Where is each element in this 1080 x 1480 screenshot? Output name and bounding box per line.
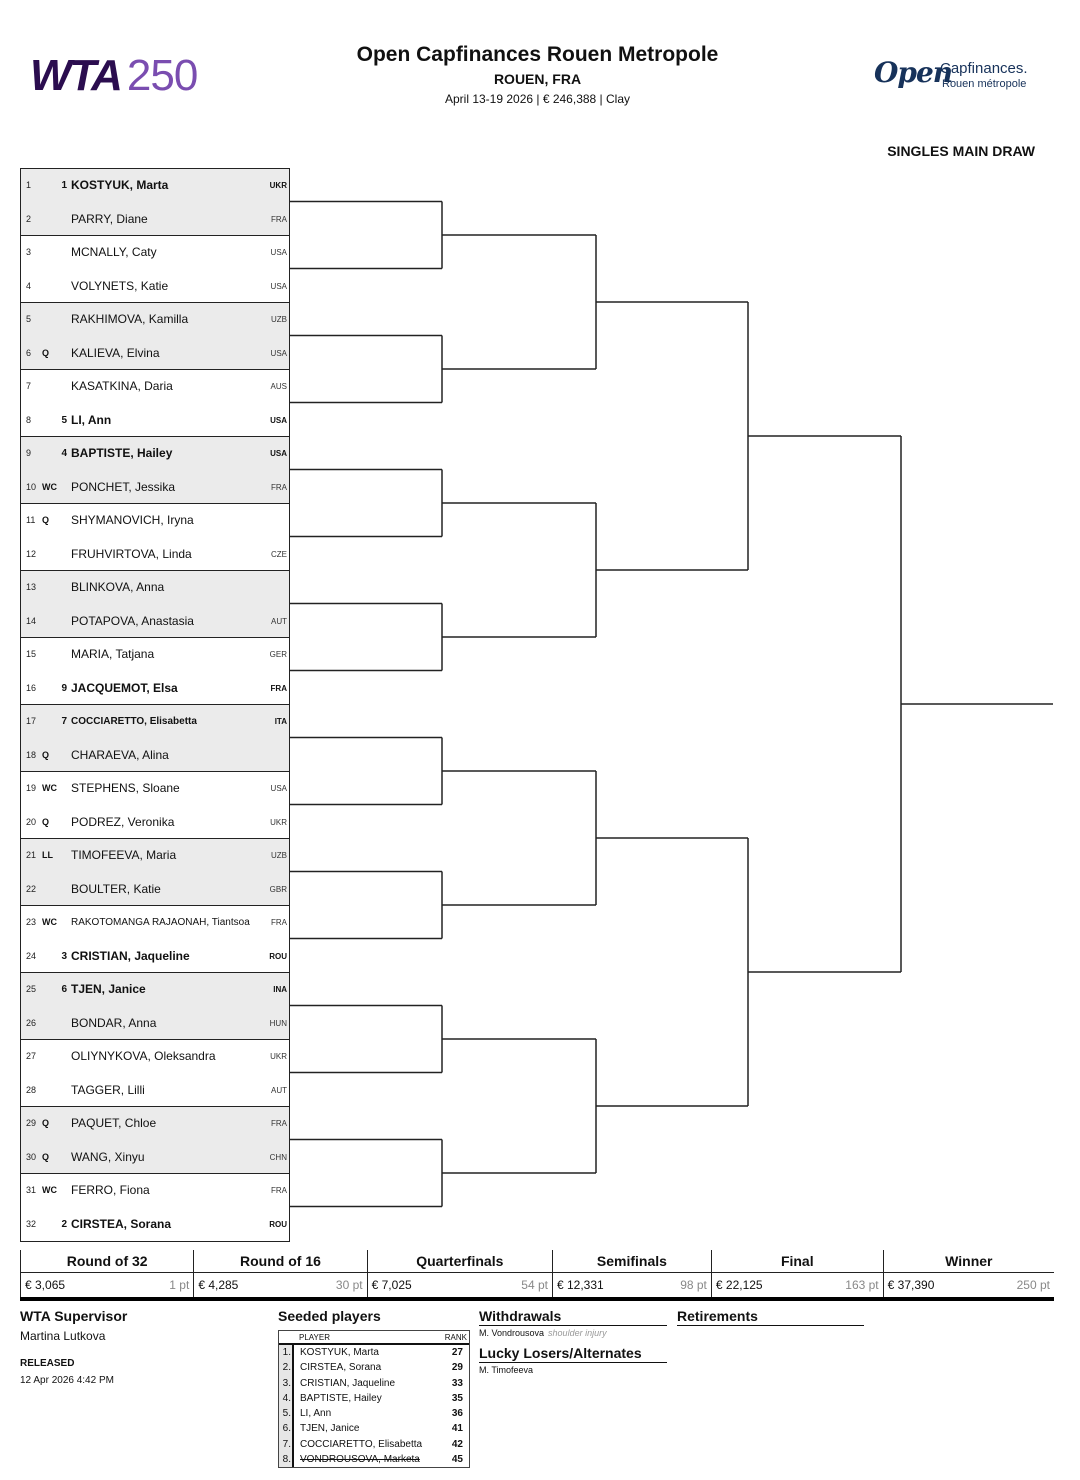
prize-points: 54 pt [521, 1278, 548, 1292]
prize-round-label: Final [711, 1250, 883, 1273]
player-name: RAKHIMOVA, Kamilla [71, 312, 189, 326]
draw-position: 13 [26, 582, 37, 592]
seed-number: 5 [61, 414, 67, 426]
withdrawal-player: M. Vondrousova [479, 1328, 545, 1338]
entry-status: WC [42, 481, 57, 492]
draw-position: 24 [26, 950, 37, 961]
seed-rank: 27 [451, 1347, 463, 1358]
col-player: PLAYER [299, 1333, 330, 1342]
seeded-players-table [278, 1330, 470, 1468]
seed-index: 4. [279, 1391, 294, 1406]
player-name: PARRY, Diane [71, 211, 148, 226]
player-country: INA [273, 985, 287, 994]
prize-cell [552, 1273, 711, 1298]
seed-number: 1 [61, 180, 67, 191]
prize-amount-row [21, 1273, 1055, 1298]
draw-position: 20 [26, 816, 37, 827]
entry-status: Q [42, 515, 50, 525]
draw-position: 29 [26, 1118, 37, 1128]
player-name: RAKOTOMANGA RAJAONAH, Tiantsoa [71, 917, 250, 928]
player-country: USA [270, 415, 287, 425]
supervisor-name: Martina Lutkova [20, 1329, 106, 1343]
released-date: 12 Apr 2026 4:42 PM [20, 1375, 114, 1386]
draw-position: 15 [26, 649, 37, 659]
seed-row [279, 1452, 469, 1467]
draw-position: 19 [26, 783, 37, 793]
player-name: POTAPOVA, Anastasia [71, 613, 194, 628]
seed-index: 1. [279, 1345, 294, 1360]
draw-position: 14 [26, 615, 37, 626]
seed-row [279, 1437, 469, 1452]
seed-player: CRISTIAN, Jaqueline [300, 1377, 396, 1389]
entry-status: WC [42, 917, 57, 927]
player-country: AUT [271, 1085, 287, 1095]
seed-rank: 35 [451, 1392, 463, 1404]
entry-status: WC [42, 783, 57, 793]
seed-row [279, 1376, 469, 1391]
withdrawal-reason: shoulder injury [548, 1328, 607, 1338]
tournament-city: ROUEN, FRA [493, 71, 582, 87]
prize-cell [711, 1273, 883, 1298]
seeded-players-heading: Seeded players [278, 1308, 381, 1324]
player-name: TAGGER, Lilli [71, 1082, 145, 1097]
prize-money-table [20, 1250, 1054, 1301]
draw-position: 12 [26, 548, 37, 559]
seed-index: 5. [279, 1406, 294, 1421]
entry-status: WC [42, 1185, 57, 1195]
sponsor-capfinances: Capfinances. [940, 60, 1028, 77]
draw-label: SINGLES MAIN DRAW [887, 143, 1035, 159]
prize-cell [21, 1273, 194, 1298]
entry-status: Q [42, 816, 50, 827]
player-name: CRISTIAN, Jaqueline [71, 948, 190, 963]
seed-number: 3 [61, 950, 67, 962]
player-name: PODREZ, Veronika [71, 814, 175, 829]
draw-position: 32 [26, 1218, 37, 1229]
seed-player: LI, Ann [300, 1408, 332, 1420]
seed-player: TJEN, Janice [300, 1423, 360, 1435]
released-heading: RELEASED [20, 1358, 75, 1369]
draw-position: 27 [26, 1051, 37, 1061]
player-name: BLINKOVA, Anna [71, 580, 165, 594]
player-name: BONDAR, Anna [71, 1015, 157, 1030]
seed-index: 2. [279, 1360, 294, 1375]
player-name: CHARAEVA, Alina [71, 747, 169, 762]
draw-position: 25 [26, 984, 37, 994]
draw-position: 6 [26, 347, 32, 358]
player-country: ROU [269, 951, 287, 961]
player-country: UKR [270, 817, 287, 827]
draw-position: 31 [26, 1185, 37, 1195]
seed-index: 7. [279, 1437, 294, 1452]
prize-money: € 7,025 [371, 1278, 412, 1292]
seed-number: 4 [61, 448, 67, 459]
draw-position: 5 [26, 314, 32, 324]
prize-money: € 37,390 [887, 1278, 935, 1292]
seed-rank: 45 [451, 1454, 463, 1466]
prize-money: € 4,285 [198, 1278, 239, 1292]
prize-round-label: Round of 16 [194, 1250, 367, 1273]
draw-position: 30 [26, 1151, 37, 1162]
withdrawal-entry [479, 1328, 607, 1338]
draw-position: 18 [26, 749, 37, 760]
prize-cell [194, 1273, 367, 1298]
withdrawals-heading: Withdrawals [479, 1308, 667, 1326]
seed-rank: 33 [451, 1377, 463, 1389]
logo-brand: WTA [30, 51, 121, 100]
player-name: SHYMANOVICH, Iryna [71, 513, 194, 527]
seed-player: CIRSTEA, Sorana [300, 1362, 382, 1374]
player-name: JACQUEMOT, Elsa [71, 680, 178, 695]
seed-index: 6. [279, 1421, 294, 1436]
draw-position: 23 [26, 917, 37, 927]
prize-money: € 3,065 [25, 1278, 66, 1292]
draw-position: 16 [26, 682, 37, 693]
draw-position: 28 [26, 1084, 37, 1095]
seed-row [279, 1360, 469, 1375]
draw-position: 21 [26, 850, 37, 860]
prize-points: 98 pt [680, 1278, 707, 1292]
seed-rank: 36 [451, 1408, 463, 1420]
player-country: AUS [270, 382, 287, 391]
player-country: FRA [270, 683, 287, 693]
player-country: USA [270, 281, 287, 291]
prize-money: € 22,125 [715, 1278, 763, 1292]
draw-position: 2 [26, 213, 32, 224]
player-country: ITA [274, 717, 287, 726]
draw-position: 3 [26, 247, 32, 257]
player-country: AUT [271, 616, 287, 626]
prize-cell [367, 1273, 552, 1298]
draw-position: 7 [26, 381, 32, 391]
retirements-heading: Retirements [677, 1308, 864, 1326]
seed-number: 6 [61, 984, 67, 995]
player-country: CHN [269, 1152, 287, 1162]
seed-table-header [279, 1331, 469, 1345]
player-name: MARIA, Tatjana [71, 647, 155, 661]
player-name: COCCIARETTO, Elisabetta [71, 716, 197, 727]
player-name: OLIYNYKOVA, Oleksandra [71, 1049, 216, 1063]
seed-row [279, 1406, 469, 1421]
player-name: WANG, Xinyu [71, 1149, 145, 1164]
player-country: USA [270, 449, 287, 458]
seed-rank: 29 [451, 1362, 463, 1374]
player-country: UZB [271, 851, 287, 860]
player-country: FRA [271, 482, 287, 492]
entry-status: Q [42, 1118, 50, 1128]
player-name: PONCHET, Jessika [71, 479, 176, 494]
player-name: LI, Ann [71, 412, 112, 427]
draw-position: 17 [26, 716, 37, 726]
draw-position: 11 [26, 515, 36, 525]
seed-number: 2 [61, 1218, 67, 1230]
player-country: UKR [270, 1052, 287, 1061]
entry-status: Q [42, 749, 50, 760]
player-country: UKR [269, 181, 287, 190]
tournament-meta: April 13-19 2026 | € 246,388 | Clay [444, 92, 631, 106]
sponsor-open: Open [874, 56, 953, 89]
logo-tier: 250 [126, 51, 198, 100]
player-country: FRA [271, 918, 287, 927]
draw-position: 8 [26, 414, 32, 425]
entry-status: Q [42, 347, 50, 358]
player-name: FRUHVIRTOVA, Linda [71, 546, 192, 561]
player-name: MCNALLY, Caty [71, 245, 157, 259]
player-name: KASATKINA, Daria [71, 379, 173, 393]
col-rank: RANK [444, 1333, 467, 1342]
tournament-title: Open Capfinances Rouen Metropole [356, 43, 719, 66]
player-country: UZB [271, 315, 287, 324]
draw-position: 26 [26, 1017, 37, 1028]
prize-round-label: Winner [883, 1250, 1054, 1273]
draw-position: 10 [26, 481, 37, 492]
entry-status: Q [42, 1151, 50, 1162]
draw-position: 4 [26, 280, 32, 291]
prize-points: 250 pt [1016, 1278, 1050, 1292]
seed-player: COCCIARETTO, Elisabetta [300, 1438, 423, 1450]
entry-status: LL [42, 850, 53, 860]
draw-position: 22 [26, 883, 37, 894]
prize-points: 1 pt [169, 1278, 190, 1292]
prize-header-row [21, 1250, 1055, 1273]
lucky-losers-heading: Lucky Losers/Alternates [479, 1345, 667, 1363]
seed-rank: 41 [451, 1423, 463, 1435]
lucky-loser-entry: M. Timofeeva [479, 1365, 534, 1375]
player-name: PAQUET, Chloe [71, 1116, 157, 1130]
draw-position: 1 [26, 180, 32, 190]
player-name: CIRSTEA, Sorana [71, 1216, 172, 1231]
seed-row [279, 1345, 469, 1360]
player-name: STEPHENS, Sloane [71, 781, 180, 795]
player-country: ROU [269, 1219, 287, 1229]
seed-rank: 42 [451, 1438, 463, 1450]
player-name: TJEN, Janice [71, 982, 146, 996]
prize-money: € 12,331 [556, 1278, 604, 1292]
seed-row [279, 1391, 469, 1406]
player-name: KOSTYUK, Marta [71, 178, 169, 192]
sponsor-rouen: Rouen métropole [942, 78, 1027, 90]
player-country: HUN [269, 1018, 287, 1028]
player-country: CZE [271, 549, 287, 559]
prize-cell [883, 1273, 1054, 1298]
player-country: GER [269, 650, 287, 659]
player-name: BAPTISTE, Hailey [71, 446, 173, 460]
player-name: VOLYNETS, Katie [71, 278, 169, 293]
prize-round-label: Round of 32 [21, 1250, 194, 1273]
seed-row [279, 1421, 469, 1436]
seed-index: 8. [279, 1452, 294, 1467]
player-country: FRA [271, 1119, 287, 1128]
seed-player: KOSTYUK, Marta [300, 1347, 379, 1358]
supervisor-heading: WTA Supervisor [20, 1308, 128, 1324]
seed-index: 3. [279, 1376, 294, 1391]
player-country: FRA [271, 1186, 287, 1195]
seed-number: 7 [61, 716, 67, 727]
draw-position: 9 [26, 448, 32, 458]
prize-round-label: Semifinals [552, 1250, 711, 1273]
player-name: BOULTER, Katie [71, 881, 161, 896]
seed-player: VONDROUSOVA, Marketa [300, 1454, 420, 1466]
prize-points: 30 pt [335, 1278, 363, 1292]
player-country: USA [270, 248, 287, 257]
player-country: FRA [271, 214, 287, 224]
player-name: TIMOFEEVA, Maria [71, 848, 177, 862]
prize-points: 163 pt [845, 1278, 879, 1292]
seed-player: BAPTISTE, Hailey [300, 1392, 382, 1404]
player-name: KALIEVA, Elvina [71, 345, 160, 360]
player-country: GBR [269, 884, 287, 894]
player-country: USA [270, 348, 287, 358]
prize-round-label: Quarterfinals [367, 1250, 552, 1273]
player-name: FERRO, Fiona [71, 1183, 150, 1197]
player-country: USA [270, 784, 287, 793]
seed-number: 9 [61, 682, 67, 694]
